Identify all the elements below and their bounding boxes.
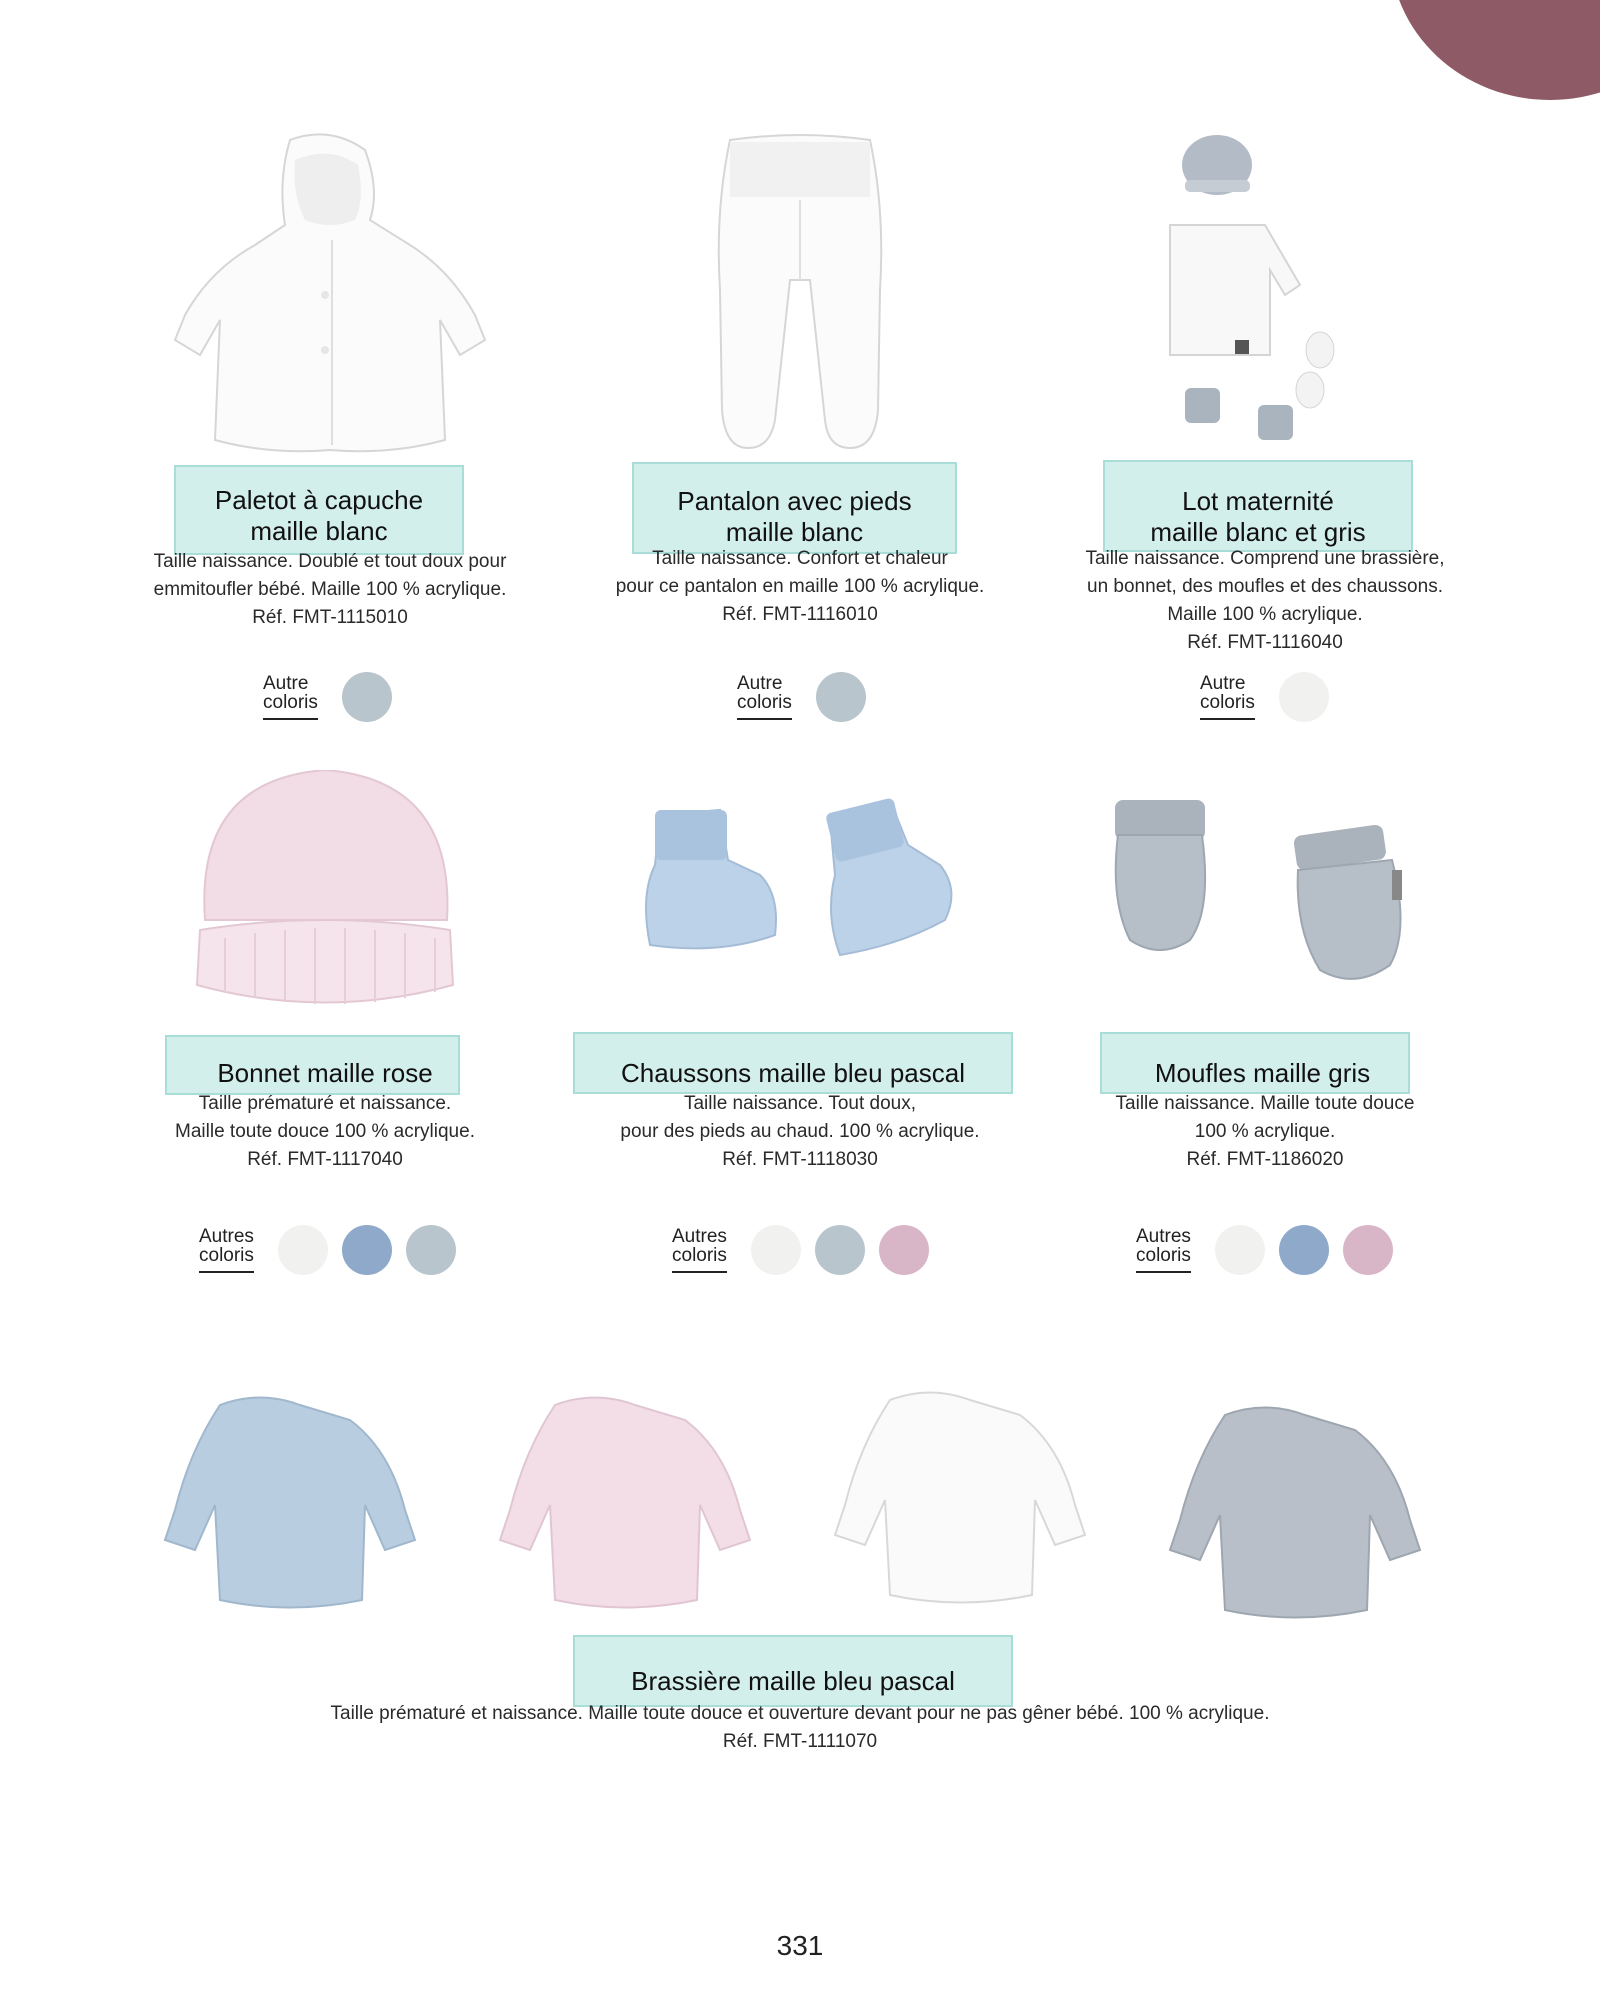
desc-line: 100 % acrylique.	[1194, 1121, 1336, 1142]
product-reference: Réf. FMT-1111070	[722, 1731, 878, 1752]
title-line: maille blanc	[725, 517, 864, 547]
label-line: coloris	[737, 692, 792, 713]
desc-line: Taille naissance. Tout doux,	[683, 1093, 917, 1114]
other-colors	[1136, 1225, 1393, 1275]
label-line: Autres	[672, 1226, 727, 1247]
desc-line: Maille 100 % acrylique.	[1167, 604, 1363, 625]
label-line: coloris	[199, 1245, 254, 1266]
color-swatch-white[interactable]	[1215, 1225, 1265, 1275]
product-description	[130, 1090, 520, 1174]
desc-line: Maille toute douce 100 % acrylique.	[175, 1121, 475, 1142]
desc-line: un bonnet, des moufles et des chaussons.	[1087, 576, 1443, 597]
label-line: coloris	[1200, 692, 1255, 713]
desc-line: emmitoufler bébé. Maille 100 % acrylique.	[153, 579, 507, 600]
other-colors	[737, 672, 866, 722]
pink-bonnet-image	[185, 770, 465, 1025]
label-line: Autre	[737, 673, 783, 694]
title-line: maille blanc et gris	[1150, 517, 1366, 547]
product-title	[174, 485, 464, 547]
desc-line: pour ce pantalon en maille 100 % acrylique.	[615, 576, 985, 597]
desc-line: pour des pieds au chaud. 100 % acrylique.	[620, 1121, 980, 1142]
product-description	[1035, 545, 1495, 657]
other-colors-label	[672, 1227, 727, 1273]
label-line: Autres	[199, 1226, 254, 1247]
label-line: coloris	[672, 1245, 727, 1266]
label-line: Autre	[1200, 673, 1246, 694]
other-colors-label	[1200, 674, 1255, 720]
title-line: Pantalon avec pieds	[677, 486, 912, 516]
product-title	[1103, 486, 1413, 548]
color-swatch-white[interactable]	[751, 1225, 801, 1275]
color-swatch-pink[interactable]	[879, 1225, 929, 1275]
product-description	[580, 1090, 1020, 1174]
product-title	[632, 486, 957, 548]
desc-line: Taille naissance. Doublé et tout doux pour	[153, 551, 507, 572]
color-swatch-gray-blue[interactable]	[342, 672, 392, 722]
color-swatch-blue[interactable]	[1279, 1225, 1329, 1275]
title-line: Brassière maille bleu pascal	[631, 1666, 955, 1696]
product-reference: Réf. FMT-1118030	[722, 1149, 878, 1170]
product-description	[1070, 1090, 1460, 1174]
product-description	[580, 545, 1020, 629]
color-swatch-gray-blue[interactable]	[815, 1225, 865, 1275]
color-swatch-gray-blue[interactable]	[406, 1225, 456, 1275]
product-description	[200, 1700, 1400, 1756]
color-swatch-blue[interactable]	[342, 1225, 392, 1275]
color-swatch-gray-blue[interactable]	[816, 672, 866, 722]
other-colors-label	[263, 674, 318, 720]
product-description	[120, 548, 540, 632]
product-title	[573, 1058, 1013, 1089]
desc-line: Taille naissance. Confort et chaleur	[652, 548, 948, 569]
white-footed-pants-image	[700, 130, 900, 455]
desc-line: Taille prématuré et naissance.	[198, 1093, 452, 1114]
title-line: maille blanc	[250, 516, 388, 546]
product-reference: Réf. FMT-1115010	[252, 607, 408, 628]
title-line: Paletot à capuche	[214, 485, 424, 515]
gray-mittens-image	[1110, 790, 1430, 990]
desc-line: Taille naissance. Maille toute douce	[1115, 1093, 1415, 1114]
blue-booties-image	[640, 795, 960, 965]
desc-line: Taille prématuré et naissance. Maille toute douce et ouverture devant pour ne pas gêner bébé. 100 % acrylique.	[330, 1703, 1270, 1724]
page-number: 331	[776, 1930, 824, 1961]
other-colors	[263, 672, 392, 722]
other-colors	[1200, 672, 1329, 722]
title-line: Lot maternité	[1182, 486, 1334, 516]
title-line: Moufles maille gris	[1154, 1058, 1371, 1088]
color-swatch-pink[interactable]	[1343, 1225, 1393, 1275]
white-hooded-coat-image	[160, 130, 500, 460]
label-line: coloris	[263, 692, 318, 713]
title-line: Bonnet maille rose	[217, 1058, 433, 1088]
color-swatch-white[interactable]	[278, 1225, 328, 1275]
other-colors	[672, 1225, 929, 1275]
product-reference: Réf. FMT-1116010	[722, 604, 878, 625]
product-title	[1100, 1058, 1425, 1089]
other-colors-label	[737, 674, 792, 720]
product-title	[573, 1666, 1013, 1697]
other-colors	[199, 1225, 456, 1275]
title-line: Chaussons maille bleu pascal	[621, 1058, 965, 1088]
label-line: coloris	[1136, 1245, 1191, 1266]
other-colors-label	[199, 1227, 254, 1273]
corner-decoration	[1390, 0, 1600, 100]
product-reference: Réf. FMT-1116040	[1187, 632, 1343, 653]
label-line: Autres	[1136, 1226, 1191, 1247]
maternity-set-image	[1160, 130, 1360, 450]
knit-sweaters-image	[150, 1385, 1460, 1625]
desc-line: Taille naissance. Comprend une brassière,	[1085, 548, 1445, 569]
other-colors-label	[1136, 1227, 1191, 1273]
product-reference: Réf. FMT-1117040	[247, 1149, 403, 1170]
color-swatch-white[interactable]	[1279, 672, 1329, 722]
product-title	[165, 1058, 485, 1089]
label-line: Autre	[263, 673, 309, 694]
product-reference: Réf. FMT-1186020	[1186, 1149, 1344, 1170]
